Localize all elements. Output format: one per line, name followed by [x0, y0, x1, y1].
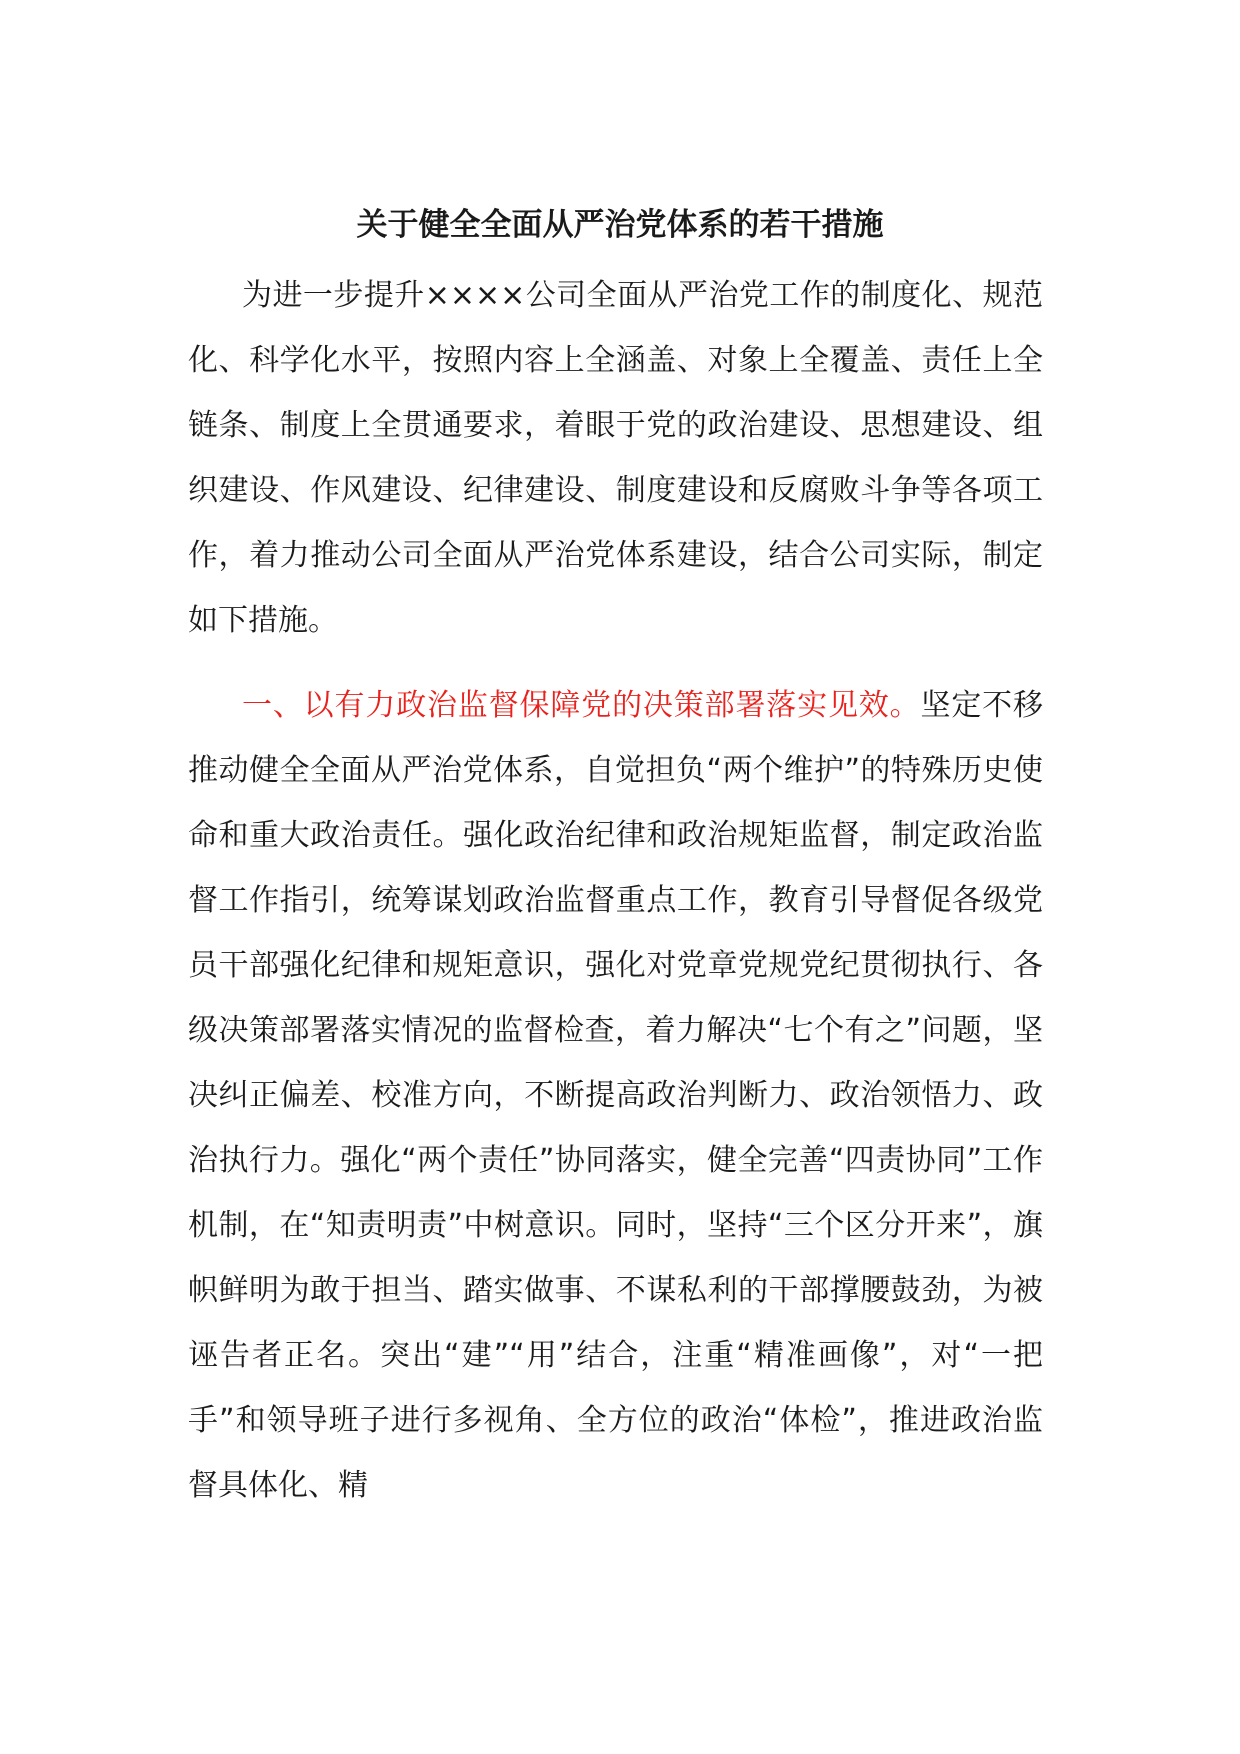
- section-one-heading: 一、以有力政治监督保障党的决策部署落实见效。: [242, 688, 921, 723]
- intro-paragraph: 为进一步提升××××公司全面从严治党工作的制度化、规范化、科学化水平，按照内容上全涵盖、对象上全覆盖、责任上全链条、制度上全贯通要求，着眼于党的政治建设、思想建设、组织建设、作风建设、纪律建设、制度建设和反腐败斗争等各项工作，着力推动公司全面从严治党体系建设，结合公司实际，制定如下措施。: [188, 278, 1043, 638]
- document-title: 关于健全全面从严治党体系的若干措施: [356, 207, 884, 243]
- section-one-body: 坚定不移推动健全全面从严治党体系，自觉担负“两个维护”的特殊历史使命和重大政治责任。强化政治纪律和政治规矩监督，制定政治监督工作指引，统筹谋划政治监督重点工作，教育引导督促各级党员干部强化纪律和规矩意识，强化对党章党规党纪贯彻执行、各级决策部署落实情况的监督检查，着力解决“七个有之”问题，坚决纠正偏差、校准方向，不断提高政治判断力、政治领悟力、政治执行力。强化“两个责任”协同落实，健全完善“四责协同”工作机制，在“知责明责”中树意识。同时，坚持“三个区分开来”，旗帜鲜明为敢于担当、踏实做事、不谋私利的干部撑腰鼓劲，为被诬告者正名。突出“建”“用”结合，注重“精准画像”，对“一把手”和领导班子进行多视角、全方位的政治“体检”，推进政治监督具体化、精: [188, 688, 1044, 1503]
- section-one-paragraph: [188, 673, 1043, 1518]
